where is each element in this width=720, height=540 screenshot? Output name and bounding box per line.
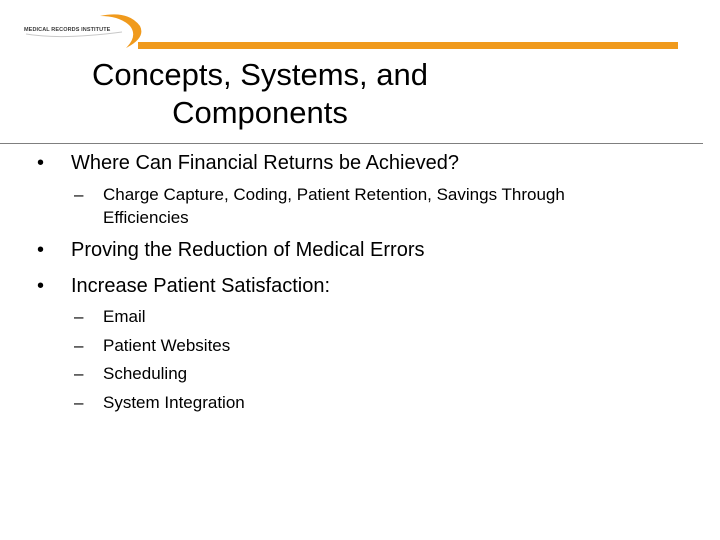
- sub-bullet-text: System Integration: [103, 393, 245, 412]
- sub-bullet-text: Scheduling: [103, 364, 188, 383]
- slide-title-line-2: Components: [172, 95, 348, 130]
- title-divider: [0, 143, 703, 144]
- sub-bullet-text-line-2: Efficiencies: [103, 208, 189, 227]
- bullet-mark: •: [37, 239, 45, 261]
- sub-bullet-mark: –: [74, 393, 84, 412]
- slide-title-line-1: Concepts, Systems, and: [92, 57, 428, 92]
- bullet-mark: •: [37, 275, 45, 297]
- sub-bullet-text: Email: [103, 307, 146, 326]
- sub-bullet-text: Patient Websites: [103, 336, 231, 355]
- sub-bullet-mark: –: [74, 364, 84, 383]
- sub-bullet-text-line-1: Charge Capture, Coding, Patient Retention, Savings Through: [103, 185, 565, 204]
- slide-title: [60, 56, 460, 132]
- bullet-text: Increase Patient Satisfaction:: [71, 275, 331, 297]
- bullet-text: Proving the Reduction of Medical Errors: [71, 239, 425, 261]
- medical-records-institute-logo: [22, 10, 144, 50]
- header-accent-bar: [138, 42, 678, 49]
- sub-bullet-mark: –: [74, 307, 84, 326]
- logo-text: MEDICAL RECORDS INSTITUTE: [24, 27, 111, 33]
- bullet-mark: •: [37, 152, 45, 174]
- sub-bullet-mark: –: [74, 336, 84, 355]
- bullet-text: Where Can Financial Returns be Achieved?: [71, 152, 459, 174]
- sub-bullet-mark: –: [74, 185, 84, 204]
